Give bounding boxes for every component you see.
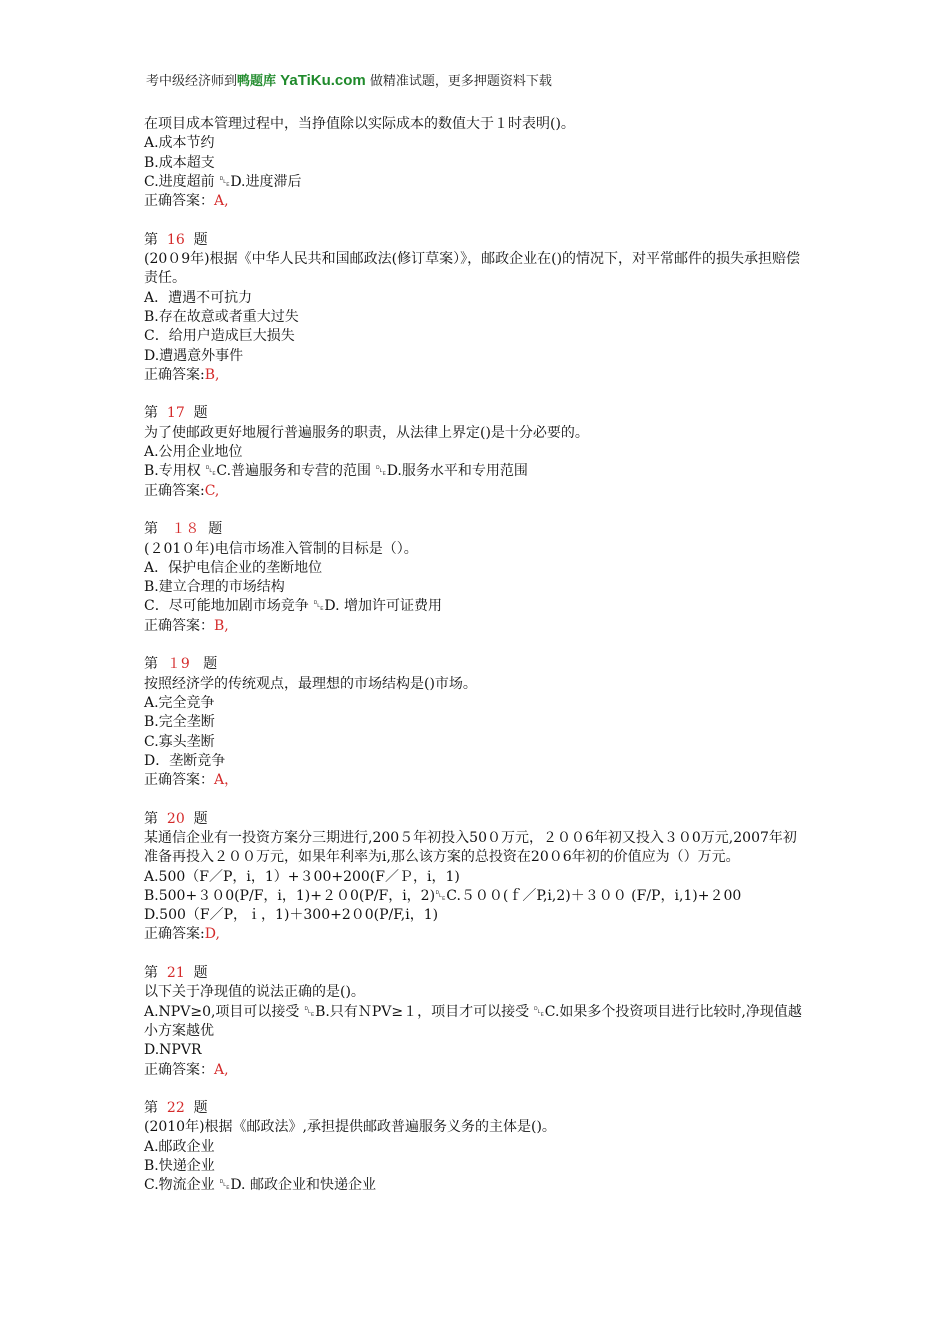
option-a-b-c: A.NPV≥0,项目可以接受 ␐B.只有ＮPV≥１，项目才可以接受 ␐C.如果多个投资项目进行比较时,净现值越小方案越优 — [144, 1003, 802, 1039]
question-number: 17 — [166, 405, 185, 422]
title-suffix: 题 — [193, 810, 208, 827]
question-stem: 在项目成本管理过程中，当挣值除以实际成本的数值大于１时表明()。 — [144, 116, 575, 132]
question-stem: (２01０年)电信市场准入管制的目标是（）。 — [144, 540, 418, 557]
question-title — [144, 404, 804, 423]
question-19 — [144, 655, 804, 790]
option-a: A.邮政企业 — [144, 1138, 215, 1155]
option-b-c-d: B.专用权 ␐C.普遍服务和专营的范围 ␐D.服务水平和专用范围 — [144, 463, 528, 480]
question-title — [144, 1099, 804, 1118]
title-prefix: 第 — [144, 405, 158, 422]
question-stem: 以下关于净现值的说法正确的是()。 — [144, 984, 365, 1001]
option-b: B.完全垄断 — [144, 714, 215, 731]
title-prefix: 第 — [144, 1100, 158, 1117]
title-suffix: 题 — [193, 405, 208, 422]
option-c: C．给用户造成巨大损失 — [144, 328, 295, 345]
answer-value: A, — [214, 193, 229, 210]
question-title — [144, 964, 804, 983]
brand-name-en[interactable]: YaTiKu.com — [280, 72, 366, 89]
title-suffix: 题 — [208, 521, 223, 538]
title-suffix: 题 — [193, 965, 208, 982]
option-c: C.寡头垄断 — [144, 733, 215, 750]
answer-line — [144, 1061, 804, 1080]
title-prefix: 第 — [144, 810, 158, 827]
option-b: B.快递企业 — [144, 1158, 215, 1175]
option-a: A．保护电信企业的垄断地位 — [144, 559, 323, 576]
question-stem: (2010年)根据《邮政法》,承担提供邮政普遍服务义务的主体是()。 — [144, 1119, 556, 1136]
title-prefix: 第 — [144, 231, 158, 248]
answer-line — [144, 366, 804, 385]
answer-value: B, — [204, 366, 220, 383]
option-a: A.公用企业地位 — [144, 444, 243, 461]
answer-value: A, — [214, 1061, 229, 1078]
option-b: B.成本超支 — [144, 154, 215, 171]
option-c-d: C．尽可能地加剧市场竞争 ␐D. 增加许可证费用 — [144, 598, 442, 615]
question-title — [144, 231, 804, 250]
option-a: A.成本节约 — [144, 135, 215, 152]
option-d: D.500（F／P，ｉ，1)＋300+2０0(P/F,i，1) — [144, 907, 439, 924]
question-number: １８ — [171, 521, 200, 538]
option-c-d: C.物流企业 ␐D. 邮政企业和快递企业 — [144, 1177, 376, 1194]
question-title — [144, 655, 804, 674]
answer-line — [144, 482, 804, 501]
option-c-d: C.进度超前 ␐D.进度滞后 — [144, 173, 302, 190]
answer-label: 正确答案： — [144, 617, 214, 634]
question-number: 16 — [166, 231, 185, 248]
question-20 — [144, 810, 804, 945]
option-d: D．垄断竞争 — [144, 752, 226, 769]
option-a: A．遭遇不可抗力 — [144, 289, 253, 306]
answer-label: 正确答案: — [144, 482, 205, 499]
question-stem: 按照经济学的传统观点，最理想的市场结构是()市场。 — [144, 675, 477, 692]
answer-line — [144, 192, 804, 211]
answer-value: C, — [204, 482, 220, 499]
title-suffix: 题 — [203, 656, 218, 673]
question-18 — [144, 520, 804, 636]
question-21 — [144, 964, 804, 1080]
answer-value: D, — [204, 926, 220, 943]
answer-label: 正确答案： — [144, 772, 214, 789]
question-number: １9 — [166, 656, 190, 673]
answer-label: 正确答案: — [144, 366, 205, 383]
site-banner — [146, 71, 552, 92]
title-suffix: 题 — [193, 231, 208, 248]
question-stem: 某通信企业有一投资方案分三期进行,200５年初投入50０万元，２００6年初又投入３０0万元,2007年初准备再投入２００万元，如果年利率为i,那么该方案的总投资在20０6年初的价值应为（）万元。 — [144, 829, 797, 866]
title-suffix: 题 — [193, 1100, 208, 1117]
question-list — [144, 115, 804, 1196]
title-prefix: 第 — [144, 521, 158, 538]
question-number: 21 — [166, 965, 185, 982]
answer-line — [144, 617, 804, 636]
question-title — [144, 520, 804, 539]
question-15 — [144, 115, 804, 211]
answer-label: 正确答案： — [144, 193, 214, 210]
question-number: 22 — [166, 1100, 185, 1117]
banner-suffix: 做精准试题，更多押题资料下载 — [369, 74, 552, 89]
question-22 — [144, 1099, 804, 1195]
option-a: A.完全竞争 — [144, 694, 215, 711]
question-stem: 为了使邮政更好地履行普遍服务的职责，从法律上界定()是十分必要的。 — [144, 424, 589, 441]
option-b: B.存在故意或者重大过失 — [144, 308, 299, 325]
question-stem: (20０9年)根据《中华人民共和国邮政法(修订草案）》，邮政企业在()的情况下，对平常邮件的损失承担赔偿责任。 — [144, 251, 801, 287]
question-16 — [144, 231, 804, 385]
option-b-c: B.500+３０0(P/F，i，1)+２０0(P/F，i，2)␐C.５００(ｆ／P,i,2)＋３００ (F/P，i,1)+２00 — [144, 887, 742, 904]
option-d: D.NPVR — [144, 1042, 202, 1059]
answer-value: A， — [214, 772, 239, 789]
option-b: B.建立合理的市场结构 — [144, 579, 285, 596]
question-17 — [144, 404, 804, 500]
title-prefix: 第 — [144, 965, 158, 982]
banner-prefix: 考中级经济师到 — [146, 74, 238, 89]
answer-line — [144, 925, 804, 944]
question-number: 20 — [166, 810, 185, 827]
answer-label: 正确答案： — [144, 1061, 214, 1078]
title-prefix: 第 — [144, 656, 158, 673]
brand-name-cn[interactable]: 鸭题库 — [237, 74, 277, 89]
option-a: A.500（F／P，i，1）+３00+200(F／Ｐ，i，1) — [144, 868, 460, 885]
answer-line — [144, 771, 804, 790]
option-d: D.遭遇意外事件 — [144, 347, 244, 364]
question-title — [144, 810, 804, 829]
answer-value: B, — [214, 617, 229, 634]
answer-label: 正确答案: — [144, 926, 205, 943]
